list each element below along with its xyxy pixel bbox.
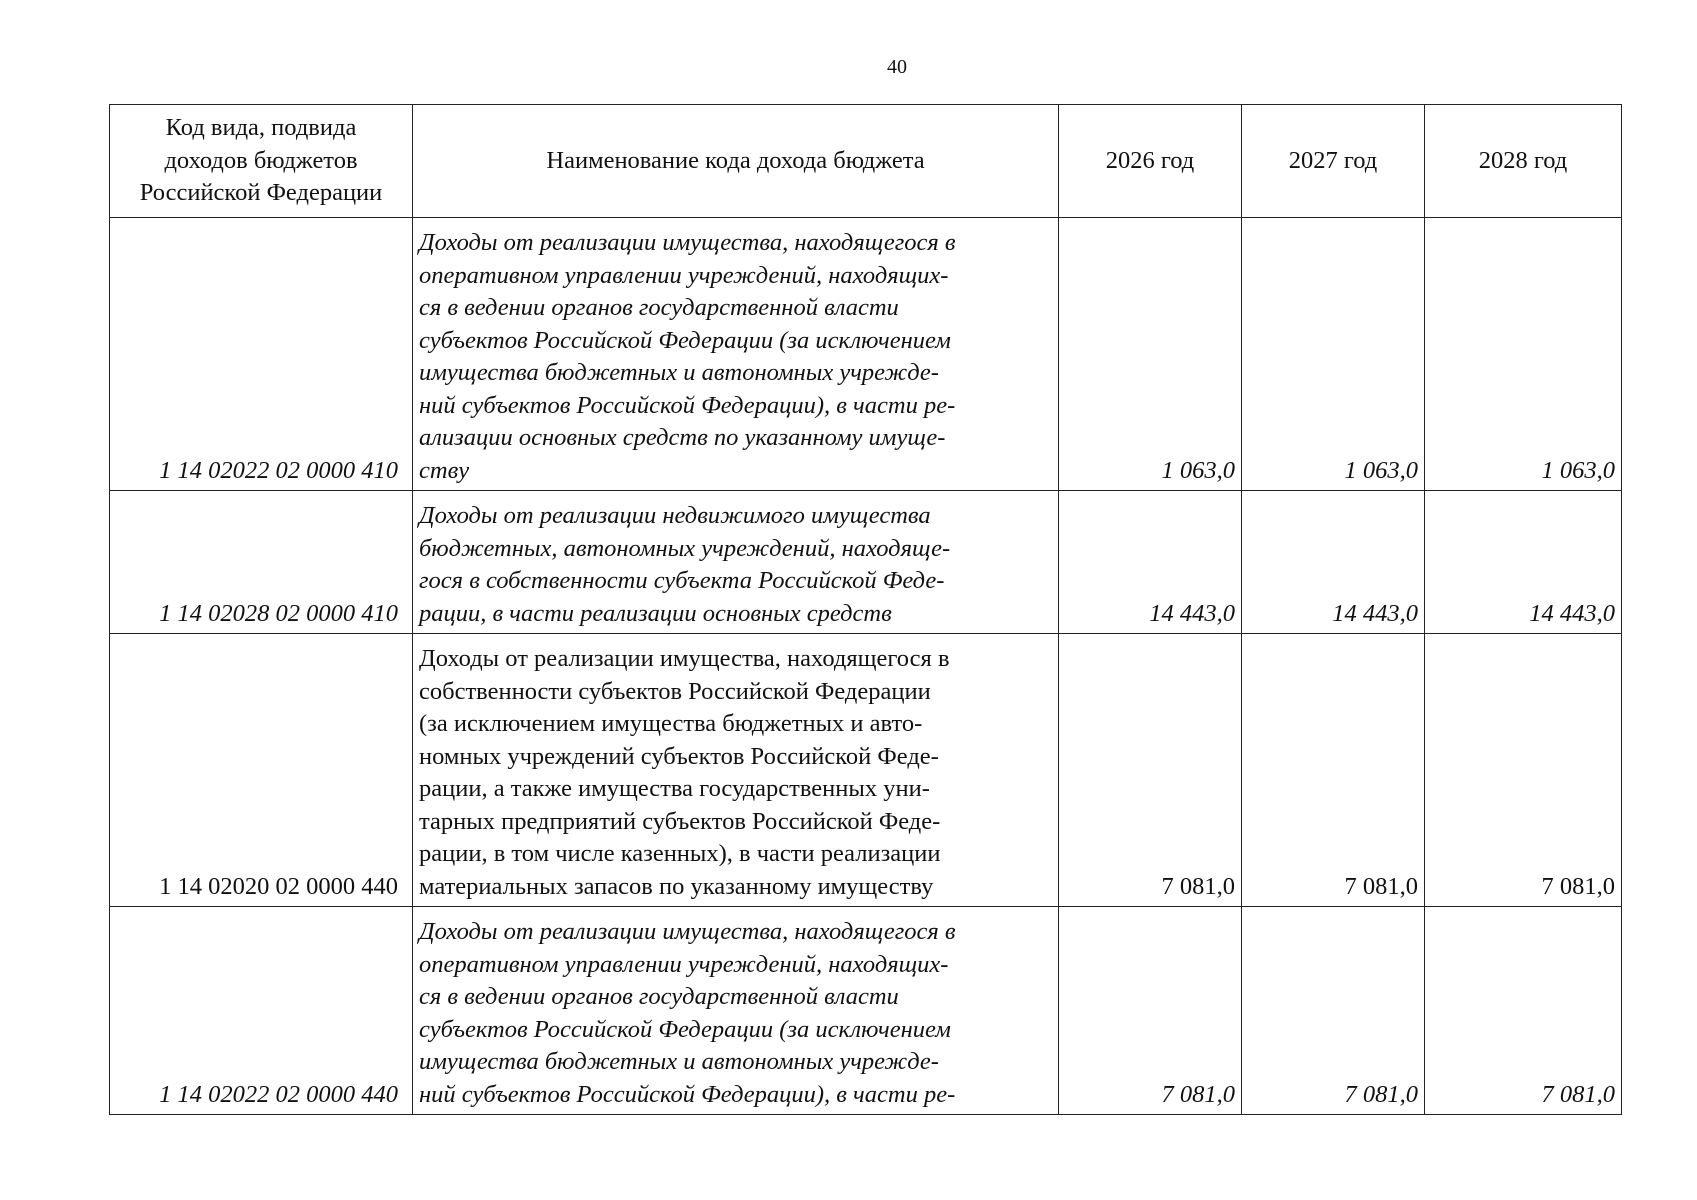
revenue-name-line: Доходы от реализации имущества, находящегося в — [419, 229, 956, 256]
revenue-name-line: номных учреждений субъектов Российской Феде- — [419, 742, 939, 770]
revenue-name-line: имущества бюджетных и автономных учрежде- — [419, 1048, 939, 1075]
revenue-name-line: рации, а также имущества государственных уни- — [419, 775, 930, 802]
table-row — [110, 907, 1622, 1115]
amount-cell-2028: 7 081,0 — [1425, 634, 1622, 907]
header-year-label: 2028 год — [1478, 146, 1568, 174]
page-number: 40 — [887, 56, 907, 78]
table-body — [110, 218, 1622, 1115]
amount-cell-2027: 7 081,0 — [1242, 907, 1425, 1115]
revenue-name-line: собственности субъектов Российской Федерации — [419, 677, 931, 705]
header-code-line: Российской Федерации — [139, 179, 383, 207]
revenue-name-line: рации, в части реализации основных средств — [419, 599, 892, 627]
amount-cell-2028: 14 443,0 — [1425, 491, 1622, 634]
revenue-name-line: ализации основных средств по указанному имуще- — [419, 424, 946, 451]
revenue-name-line: Доходы от реализации имущества, находящегося в — [419, 918, 956, 945]
amount-cell-2028: 7 081,0 — [1425, 907, 1622, 1115]
table-row — [110, 634, 1622, 907]
revenue-name-line: тарных предприятий субъектов Российской Феде- — [419, 807, 941, 835]
header-year-2026 — [1059, 105, 1242, 218]
header-name-line: Наименование кода дохода бюджета — [546, 146, 925, 174]
revenue-name-line: ний субъектов Российской Федерации), в части ре- — [419, 1080, 956, 1108]
revenue-name-line: оперативном управлении учреждений, находящих- — [419, 950, 949, 978]
header-year-label: 2026 год — [1105, 146, 1195, 174]
amount-cell-2028: 1 063,0 — [1425, 218, 1622, 491]
revenue-name-line: бюджетных, автономных учреждений, находяще- — [419, 534, 951, 562]
revenue-name-cell — [413, 634, 1059, 907]
revenue-name-line: субъектов Российской Федерации (за исключением — [419, 1015, 951, 1043]
amount-cell-2026: 14 443,0 — [1059, 491, 1242, 634]
budget-revenue-table — [109, 104, 1622, 1115]
revenue-code-cell: 1 14 02022 02 0000 410 — [110, 218, 413, 491]
amount-cell-2026: 7 081,0 — [1059, 907, 1242, 1115]
header-code — [110, 105, 413, 218]
amount-cell-2026: 7 081,0 — [1059, 634, 1242, 907]
revenue-name-line: ся в ведении органов государственной власти — [419, 294, 899, 321]
header-year-2027 — [1242, 105, 1425, 218]
revenue-name-cell — [413, 907, 1059, 1115]
revenue-name-line: ний субъектов Российской Федерации), в части ре- — [419, 391, 956, 419]
header-code-line: Код вида, подвида — [165, 114, 357, 142]
revenue-name-cell — [413, 218, 1059, 491]
revenue-code-cell: 1 14 02022 02 0000 440 — [110, 907, 413, 1115]
header-year-label: 2027 год — [1288, 146, 1378, 174]
revenue-name-line: ству — [419, 456, 470, 484]
table-row — [110, 218, 1622, 491]
amount-cell-2027: 1 063,0 — [1242, 218, 1425, 491]
table-header-row — [110, 105, 1622, 218]
amount-cell-2026: 1 063,0 — [1059, 218, 1242, 491]
revenue-code-cell: 1 14 02020 02 0000 440 — [110, 634, 413, 907]
header-code-line: доходов бюджетов — [164, 146, 358, 174]
revenue-name-line: (за исключением имущества бюджетных и авто- — [419, 710, 923, 737]
revenue-name-line: материальных запасов по указанному имуществу — [419, 872, 934, 900]
revenue-name-line: Доходы от реализации недвижимого имущества — [419, 502, 931, 529]
revenue-name-line: Доходы от реализации имущества, находящегося в — [419, 645, 950, 672]
table-row — [110, 491, 1622, 634]
revenue-name-cell — [413, 491, 1059, 634]
amount-cell-2027: 7 081,0 — [1242, 634, 1425, 907]
revenue-name-line: оперативном управлении учреждений, находящих- — [419, 261, 949, 289]
revenue-name-line: ся в ведении органов государственной власти — [419, 983, 899, 1010]
revenue-name-line: рации, в том числе казенных), в части реализации — [419, 840, 941, 867]
revenue-code-cell: 1 14 02028 02 0000 410 — [110, 491, 413, 634]
revenue-name-line: субъектов Российской Федерации (за исключением — [419, 326, 951, 354]
header-year-2028 — [1425, 105, 1622, 218]
amount-cell-2027: 14 443,0 — [1242, 491, 1425, 634]
revenue-name-line: гося в собственности субъекта Российской Феде- — [419, 567, 945, 594]
revenue-name-line: имущества бюджетных и автономных учрежде- — [419, 359, 939, 386]
header-name — [413, 105, 1059, 218]
